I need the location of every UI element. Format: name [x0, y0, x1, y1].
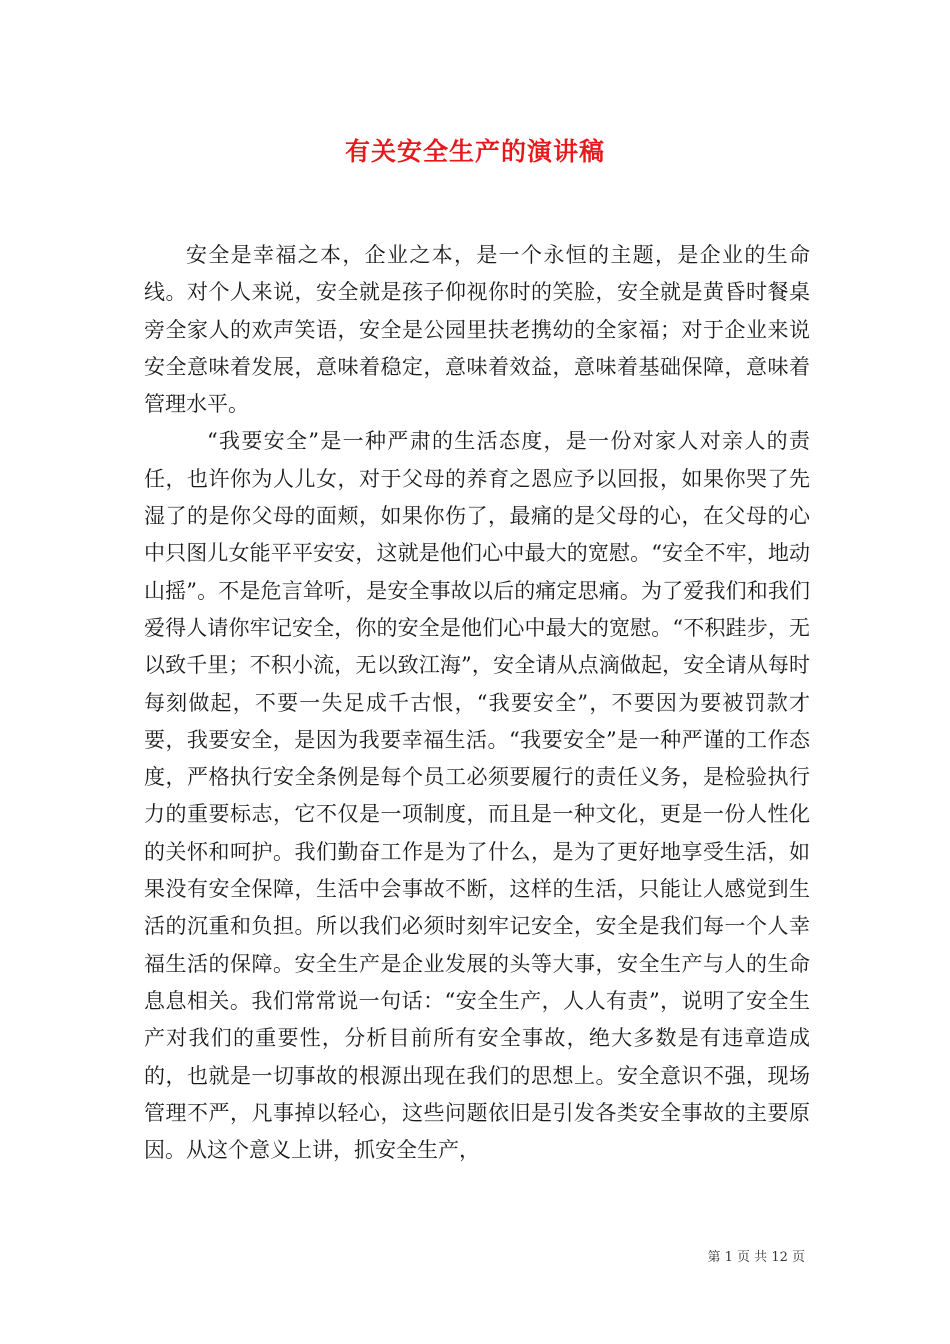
page-number-footer: 第 1 页 共 12 页	[707, 1250, 805, 1265]
paragraph-1: 安全是幸福之本，企业之本，是一个永恒的主题，是企业的生命线。对个人来说，安全就是孩子仰视你时的笑脸，安全就是黄昏时餐桌旁全家人的欢声笑语，安全是公园里扶老携幼的全家福；对于企业来说安全意味着发展，意味着稳定，意味着效益，意味着基础保障，意味着管理水平。	[144, 243, 810, 417]
document-body	[144, 237, 810, 1169]
document-title: 有关安全生产的演讲稿	[344, 137, 605, 166]
paragraph-2: “我要安全”是一种严肃的生活态度，是一份对家人对亲人的责任，也许你为人儿女，对于父母的养育之恩应予以回报，如果你哭了先湿了的是你父母的面颊，如果你伤了，最痛的是父母的心，在父母的心中只图儿女能平平安安，这就是他们心中最大的宽慰。“安全不牢，地动山摇”。不是危言耸听，是安全事故以后的痛定思痛。为了爱我们和我们爱得人请你牢记安全，你的安全是他们心中最大的宽慰。“不积跬步，无以致千里；不积小流，无以致江海”，安全请从点滴做起，安全请从每时每刻做起，不要一失足成千古恨，“我要安全”，不要因为要被罚款才要，我要安全，是因为我要幸福生活。“我要安全”是一种严谨的工作态度，严格执行安全条例是每个员工必须要履行的责任义务，是检验执行力的重要标志，它不仅是一项制度，而且是一种文化，更是一份人性化的关怀和呵护。我们勤奋工作是为了什么，是为了更好地享受生活，如果没有安全保障，生活中会事故不断，这样的生活，只能让人感觉到生活的沉重和负担。所以我们必须时刻牢记安全，安全是我们每一个人幸福生活的保障。安全生产是企业发展的头等大事，安全生产与人的生命息息相关。我们常常说一句话：“安全生产，人人有责”，说明了安全生产对我们的重要性，分析目前所有安全事故，绝大多数是有违章造成的，也就是一切事故的根源出现在我们的思想上。安全意识不强，现场管理不严，凡事掉以轻心，这些问题依旧是引发各类安全事故的主要原因。从这个意义上讲，抓安全生产，	[144, 429, 810, 1163]
